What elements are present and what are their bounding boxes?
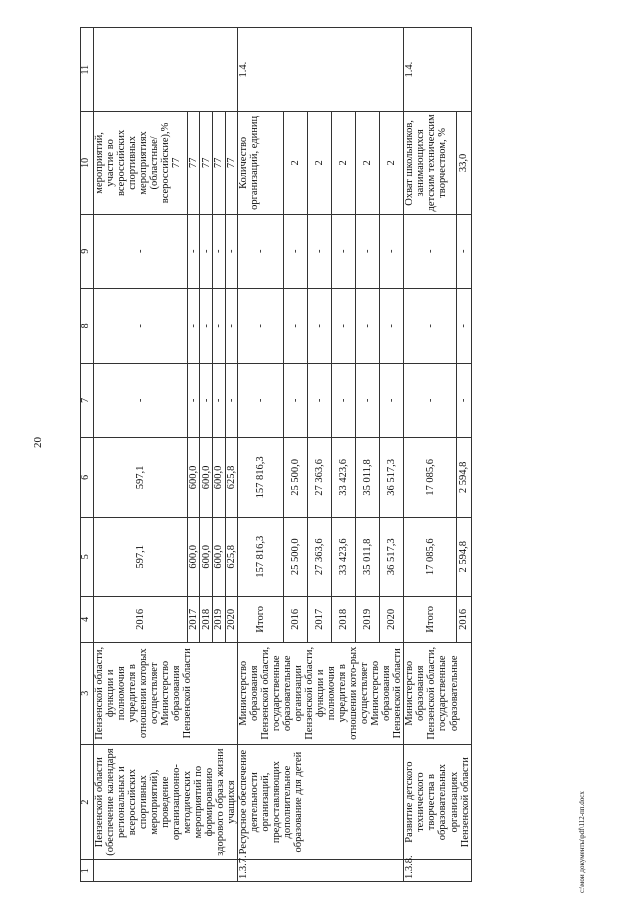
program-table bbox=[80, 27, 472, 882]
table-row bbox=[404, 28, 457, 882]
indicator-value: 77 bbox=[200, 157, 212, 169]
cell-c7: - bbox=[200, 363, 213, 438]
cell-c7: - bbox=[332, 363, 356, 438]
indicator-cell bbox=[187, 112, 200, 214]
cell-c8: - bbox=[238, 289, 284, 364]
cell-year: 2019 bbox=[212, 596, 225, 642]
cell-c6: 27 363,6 bbox=[308, 438, 332, 517]
indicator-value: 33,0 bbox=[458, 153, 470, 173]
cell-year: 2018 bbox=[332, 596, 356, 642]
cell-c7: - bbox=[238, 363, 284, 438]
cell-c8: - bbox=[284, 289, 308, 364]
indicator-value: 2 bbox=[362, 160, 374, 166]
cell-c6: 17 085,6 bbox=[404, 438, 457, 517]
cell-c5: 600,0 bbox=[200, 517, 213, 596]
cell-year: 2016 bbox=[284, 596, 308, 642]
cell-c5: 625,8 bbox=[225, 517, 238, 596]
cell-c9: - bbox=[238, 214, 284, 289]
indicator-cell bbox=[212, 112, 225, 214]
cell-c9: - bbox=[308, 214, 332, 289]
cell-c5: 597,1 bbox=[94, 517, 188, 596]
indicator-cell bbox=[308, 112, 332, 214]
cell-c9: - bbox=[200, 214, 213, 289]
indicator-name: мероприятий, участие во всероссийских спортивных мероприятиях (областные/всероссийские),% bbox=[94, 122, 172, 204]
page-number: 20 bbox=[32, 437, 44, 448]
indicator-cell bbox=[380, 112, 404, 214]
cell-c7: - bbox=[457, 363, 471, 438]
cell-c8: - bbox=[404, 289, 457, 364]
column-header: 11 bbox=[81, 28, 94, 112]
cell-c6: 600,0 bbox=[200, 438, 213, 517]
cell-c8: - bbox=[200, 289, 213, 364]
cell-c8: - bbox=[187, 289, 200, 364]
footer-path: c:\мои документы\pdf\112-пп.docx bbox=[578, 791, 586, 893]
indicator-value: 2 bbox=[338, 160, 350, 166]
cell-c7: - bbox=[380, 363, 404, 438]
cell-c8: - bbox=[225, 289, 238, 364]
cell-c9: - bbox=[356, 214, 380, 289]
cell-c5: 17 085,6 bbox=[404, 517, 457, 596]
cell-year: 2016 bbox=[457, 596, 471, 642]
cell-year: 2017 bbox=[187, 596, 200, 642]
cell-c6: 600,0 bbox=[187, 438, 200, 517]
indicator-cell bbox=[200, 112, 213, 214]
cell-c5: 35 011,8 bbox=[356, 517, 380, 596]
cell-c9: - bbox=[187, 214, 200, 289]
cell-c6: 600,0 bbox=[212, 438, 225, 517]
indicator-cell bbox=[332, 112, 356, 214]
cell-c5: 36 517,3 bbox=[380, 517, 404, 596]
cell-c8: - bbox=[332, 289, 356, 364]
table-row bbox=[94, 28, 188, 882]
indicator-name: Охват школьников, занимающихся детским техническим творчеством, % bbox=[404, 114, 449, 212]
indicator-name: Количество организаций, единиц bbox=[238, 115, 261, 210]
cell-c9: - bbox=[284, 214, 308, 289]
column-header: 7 bbox=[81, 363, 94, 438]
item-name: Ресурсное обеспечение деятельности организаций, предоставляющих дополнительное образование для детей bbox=[238, 744, 404, 859]
cell-year: Итого bbox=[238, 596, 284, 642]
item-number: 1.3.7. bbox=[238, 860, 404, 882]
cell-year: 2020 bbox=[380, 596, 404, 642]
cell-c9: - bbox=[332, 214, 356, 289]
cell-c6: 625,8 bbox=[225, 438, 238, 517]
cell-c8: - bbox=[356, 289, 380, 364]
column-header: 1 bbox=[81, 860, 94, 882]
table-row bbox=[238, 28, 284, 882]
cell-c5: 157 816,3 bbox=[238, 517, 284, 596]
indicator-value: 77 bbox=[213, 157, 225, 169]
column-header: 4 bbox=[81, 596, 94, 642]
cell-c5: 600,0 bbox=[212, 517, 225, 596]
cell-c5: 25 500,0 bbox=[284, 517, 308, 596]
column-header: 9 bbox=[81, 214, 94, 289]
column-header: 6 bbox=[81, 438, 94, 517]
task-link bbox=[94, 28, 238, 112]
cell-c6: 157 816,3 bbox=[238, 438, 284, 517]
cell-c6: 36 517,3 bbox=[380, 438, 404, 517]
cell-c6: 25 500,0 bbox=[284, 438, 308, 517]
cell-c6: 597,1 bbox=[94, 438, 188, 517]
column-header: 2 bbox=[81, 744, 94, 859]
cell-year: 2017 bbox=[308, 596, 332, 642]
cell-c7: - bbox=[212, 363, 225, 438]
cell-c9: - bbox=[94, 214, 188, 289]
indicator-cell bbox=[284, 112, 308, 214]
task-link: 1.4. bbox=[404, 28, 471, 112]
cell-c9: - bbox=[457, 214, 471, 289]
column-header: 5 bbox=[81, 517, 94, 596]
cell-year: 2018 bbox=[200, 596, 213, 642]
column-header: 3 bbox=[81, 642, 94, 744]
indicator-value: 77 bbox=[171, 157, 183, 169]
item-name: Развитие детского технического творчества в образовательных организациях Пензенской области bbox=[404, 744, 471, 859]
item-executor: Министерство образования Пензенской области, государственные образовательные bbox=[404, 642, 471, 744]
rotated-table-area bbox=[80, 27, 610, 882]
indicator-value: 2 bbox=[386, 160, 398, 166]
indicator-cell bbox=[404, 112, 457, 214]
cell-c8: - bbox=[308, 289, 332, 364]
cell-c7: - bbox=[284, 363, 308, 438]
cell-c8: - bbox=[380, 289, 404, 364]
cell-c5: 33 423,6 bbox=[332, 517, 356, 596]
header-row bbox=[81, 28, 94, 882]
cell-c9: - bbox=[404, 214, 457, 289]
indicator-value: 77 bbox=[187, 157, 199, 169]
cell-c7: - bbox=[404, 363, 457, 438]
cell-c5: 600,0 bbox=[187, 517, 200, 596]
cell-c8: - bbox=[212, 289, 225, 364]
indicator-value: 2 bbox=[290, 160, 302, 166]
indicator-cell bbox=[238, 112, 284, 214]
cell-c5: 27 363,6 bbox=[308, 517, 332, 596]
cell-c8: - bbox=[94, 289, 188, 364]
cell-year: Итого bbox=[404, 596, 457, 642]
indicator-cell bbox=[457, 112, 471, 214]
item-number bbox=[94, 860, 238, 882]
cell-c6: 33 423,6 bbox=[332, 438, 356, 517]
cell-c7: - bbox=[187, 363, 200, 438]
item-executor: Министерство образования Пензенской области, государственные образовательные организации Пензенской области, функции и полномочия учредителя в отношении кото-рых осуществляет Министерство образования Пензенской области bbox=[238, 642, 404, 744]
indicator-cell bbox=[94, 112, 188, 214]
cell-year: 2019 bbox=[356, 596, 380, 642]
cell-c9: - bbox=[212, 214, 225, 289]
cell-year: 2020 bbox=[225, 596, 238, 642]
cell-c7: - bbox=[225, 363, 238, 438]
item-name: Пензенской области (обеспечение календаря региональных и всероссийских спортивных мероприятий), проведение организационно-методических мероприятий по формированию здорового образа жизни учащихся bbox=[94, 744, 238, 859]
item-executor: Пензенской области, функции и полномочия учредителя в отношении которых осуществляет Министерство образования Пензенской области bbox=[94, 642, 238, 744]
indicator-value: 77 bbox=[225, 157, 237, 169]
column-header: 8 bbox=[81, 289, 94, 364]
cell-c7: - bbox=[356, 363, 380, 438]
indicator-cell bbox=[356, 112, 380, 214]
indicator-value: 2 bbox=[314, 160, 326, 166]
cell-c7: - bbox=[94, 363, 188, 438]
task-link: 1.4. bbox=[238, 28, 404, 112]
cell-c8: - bbox=[457, 289, 471, 364]
cell-c5: 2 594,8 bbox=[457, 517, 471, 596]
column-header: 10 bbox=[81, 112, 94, 214]
cell-c6: 2 594,8 bbox=[457, 438, 471, 517]
item-number: 1.3.8. bbox=[404, 860, 471, 882]
cell-year: 2016 bbox=[94, 596, 188, 642]
cell-c9: - bbox=[380, 214, 404, 289]
indicator-cell bbox=[225, 112, 238, 214]
cell-c6: 35 011,8 bbox=[356, 438, 380, 517]
cell-c7: - bbox=[308, 363, 332, 438]
cell-c9: - bbox=[225, 214, 238, 289]
